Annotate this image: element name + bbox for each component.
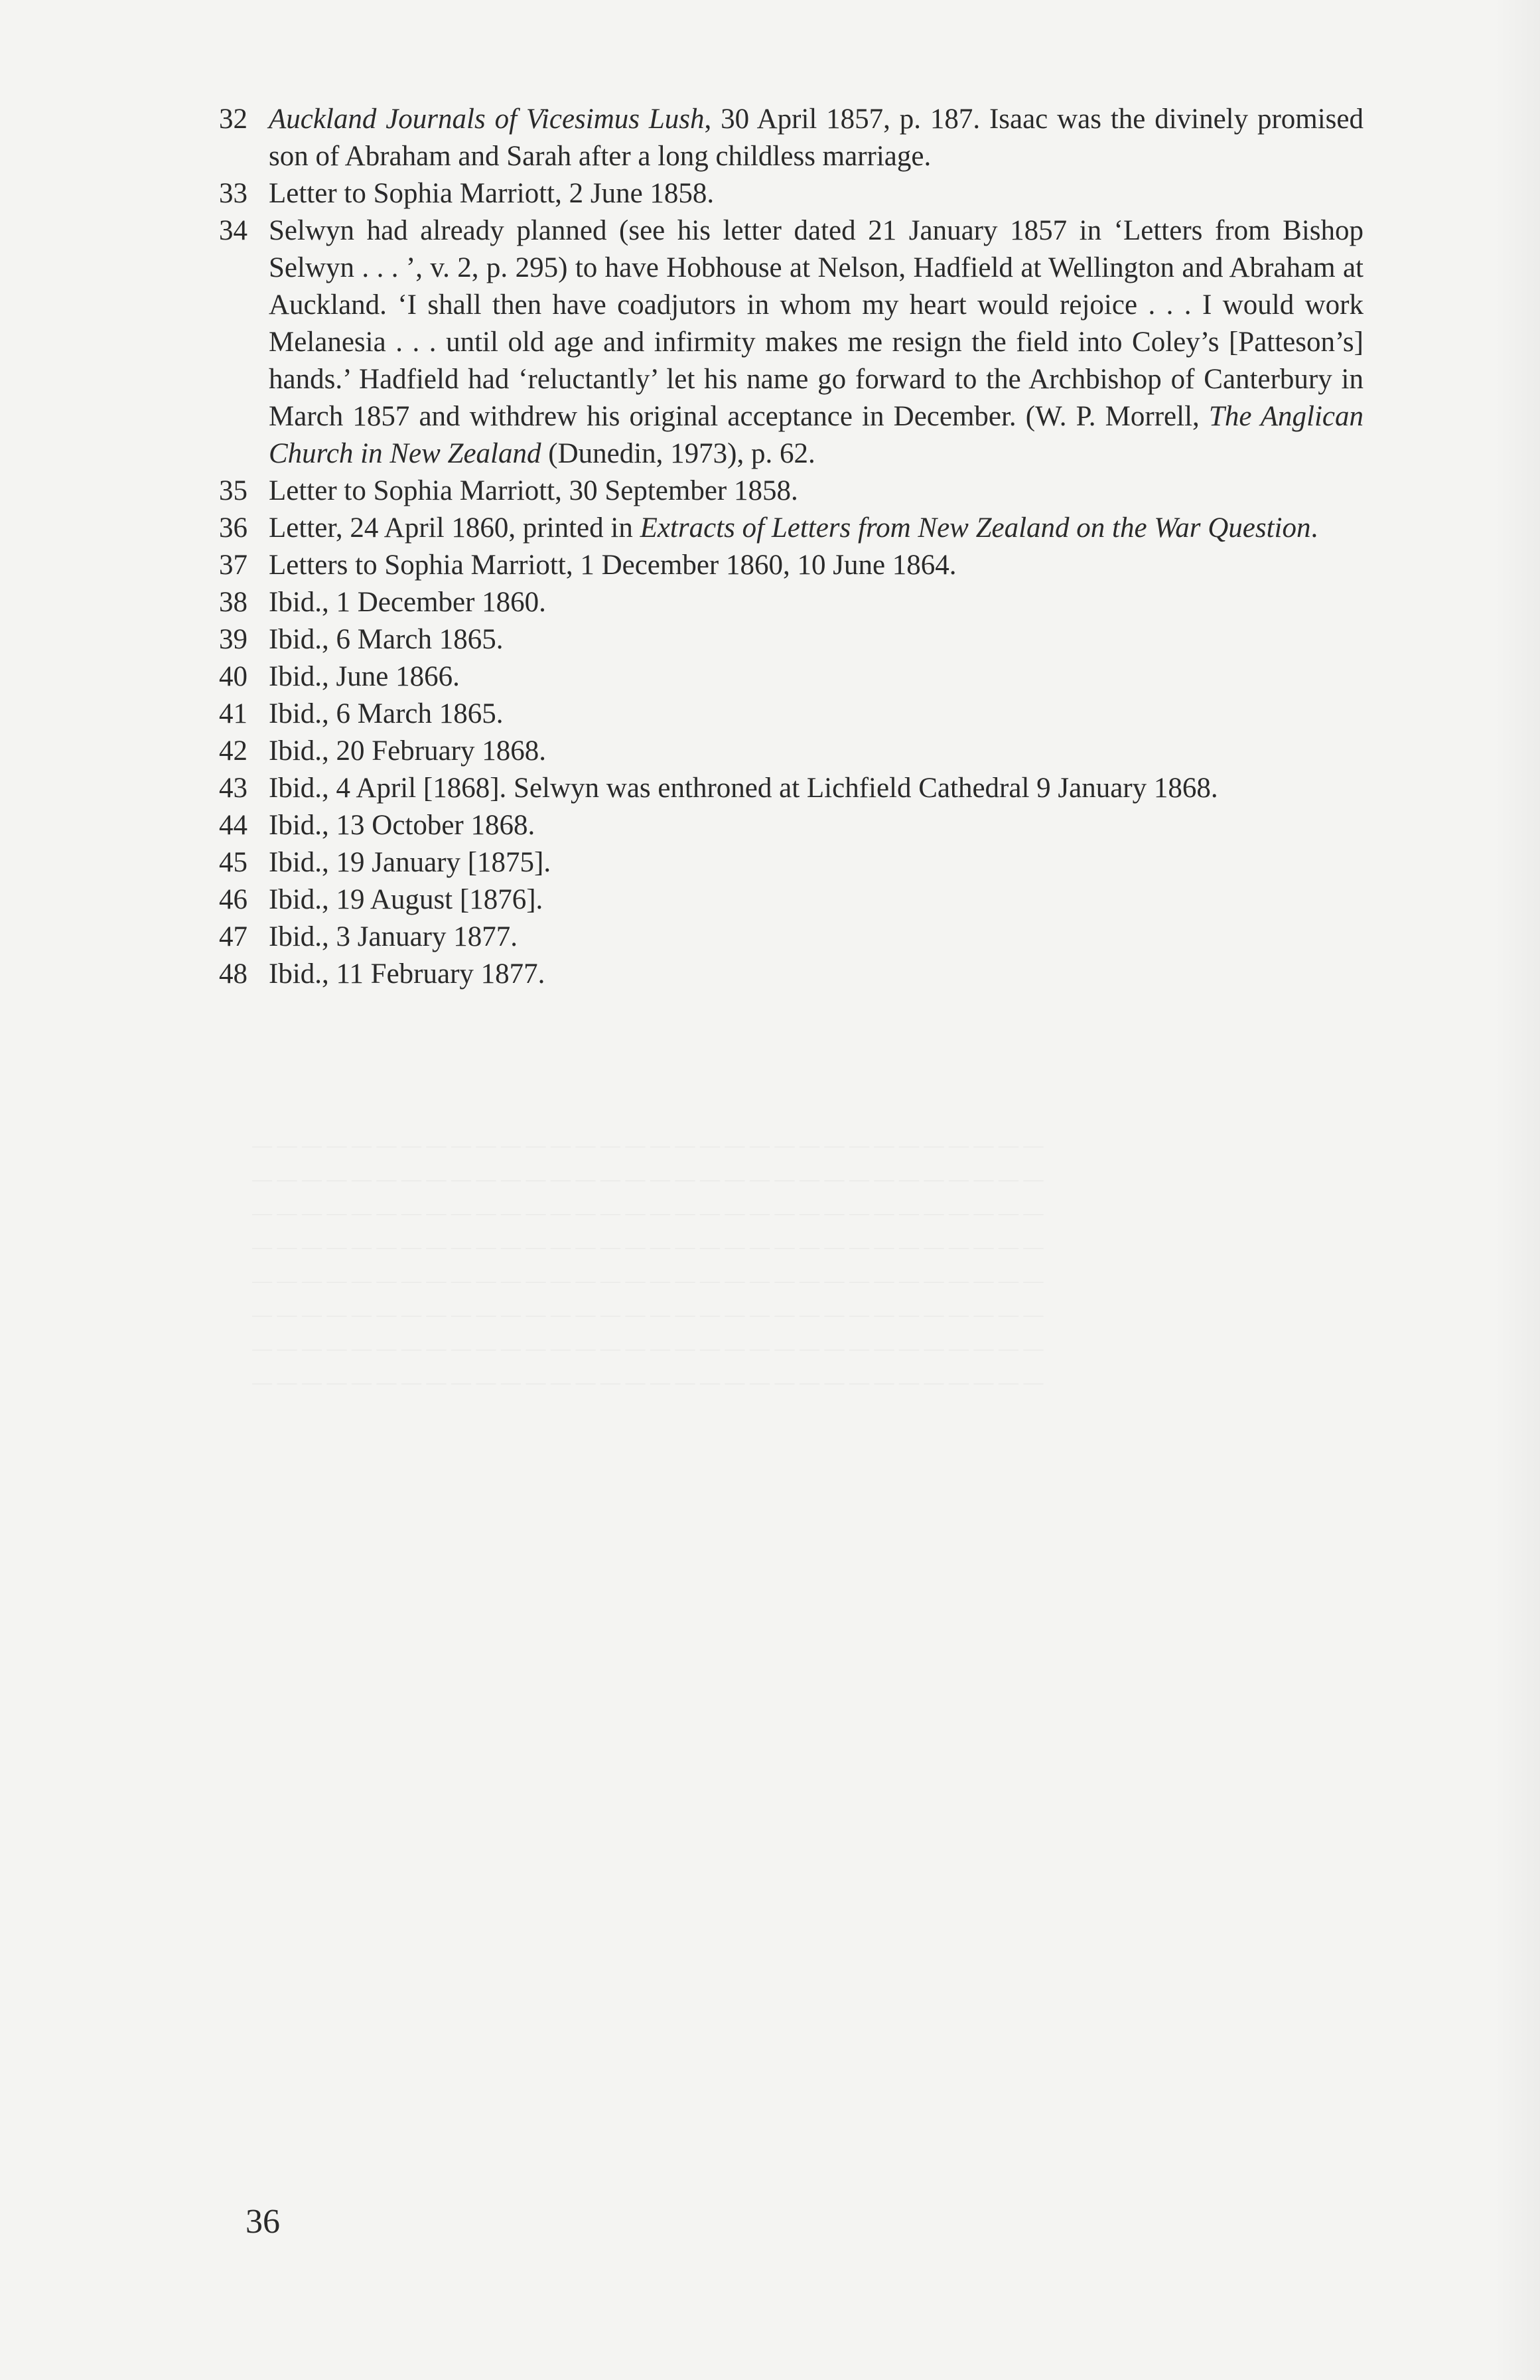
italic-title: Extracts of Letters from New Zealand on the War Question xyxy=(640,512,1311,544)
note-text-segment: Ibid., June 1866. xyxy=(269,661,460,692)
endnote-32 xyxy=(219,101,1364,175)
endnote-number: 34 xyxy=(219,215,247,246)
note-text-segment: Ibid., 19 August [1876]. xyxy=(269,884,543,915)
endnote-36 xyxy=(219,510,1364,547)
endnote-34 xyxy=(219,212,1364,473)
endnote-text xyxy=(269,807,1364,844)
endnote-text xyxy=(269,770,1364,807)
endnote-number: 36 xyxy=(219,512,247,544)
endnote-number: 37 xyxy=(219,550,247,581)
note-text-segment: . xyxy=(1310,512,1318,544)
endnote-number: 40 xyxy=(219,661,247,692)
note-text-segment: , 30 April 1857, p. 187. Isaac was the divinely promised son of Abraham and Sarah after a long childless marriage. xyxy=(269,104,1364,172)
endnote-text xyxy=(269,956,1364,993)
note-text-segment: Ibid., 3 January 1877. xyxy=(269,921,518,952)
endnote-text xyxy=(269,547,1364,584)
page-number: 36 xyxy=(245,2203,280,2241)
endnote-text xyxy=(269,733,1364,770)
note-text-segment: Letter, 24 April 1860, printed in xyxy=(269,512,640,544)
endnote-number: 38 xyxy=(219,587,247,618)
endnote-number: 46 xyxy=(219,884,247,915)
endnote-42 xyxy=(219,733,1364,770)
endnote-40 xyxy=(219,658,1364,696)
note-text-segment: Ibid., 4 April [1868]. Selwyn was enthroned at Lichfield Cathedral 9 January 1868. xyxy=(269,773,1218,804)
note-text-segment: Ibid., 19 January [1875]. xyxy=(269,847,551,878)
endnote-41 xyxy=(219,696,1364,733)
endnote-45 xyxy=(219,844,1364,881)
endnote-text xyxy=(269,510,1364,547)
page-edge-shadow xyxy=(1494,0,1540,2380)
note-text-segment: Ibid., 20 February 1868. xyxy=(269,735,546,767)
endnote-number: 47 xyxy=(219,921,247,952)
endnote-number: 33 xyxy=(219,178,247,209)
endnote-text xyxy=(269,881,1364,919)
endnote-38 xyxy=(219,584,1364,621)
endnote-number: 43 xyxy=(219,773,247,804)
italic-title: The Anglican Church in New Zealand xyxy=(269,401,1364,469)
note-text-segment: Ibid., 6 March 1865. xyxy=(269,624,504,655)
endnote-text xyxy=(269,101,1364,175)
endnote-46 xyxy=(219,881,1364,919)
endnote-number: 32 xyxy=(219,104,247,135)
note-text-segment: Ibid., 11 February 1877. xyxy=(269,958,545,990)
note-text-segment: Selwyn had already planned (see his letter dated 21 January 1857 in ‘Letters from Bishop Selwyn . . . ’, v. 2, p. 295) to have Hobhouse at Nelson, Hadfield at Wellington and Abraham at Auckland. ‘I shall then have coadjutors in whom my heart would rejoice . . . I would work Melanesia . . . until old age and infirmity makes me resign the field into Coley’s [Patteson’s] hands.’ Hadfield had ‘reluctantly’ let his name go forward to the Archbishop of Canterbury in March 1857 and withdrew his original acceptance in December. (W. P. Morrell, xyxy=(269,215,1364,432)
endnote-43 xyxy=(219,770,1364,807)
endnote-48 xyxy=(219,956,1364,993)
endnote-number: 39 xyxy=(219,624,247,655)
note-text-segment: Ibid., 1 December 1860. xyxy=(269,587,546,618)
endnote-text xyxy=(269,212,1364,473)
endnotes-list xyxy=(219,101,1364,993)
endnote-number: 41 xyxy=(219,698,247,729)
endnote-text xyxy=(269,919,1364,956)
endnote-text xyxy=(269,658,1364,696)
note-text-segment: (Dunedin, 1973), p. 62. xyxy=(541,438,815,469)
endnote-text xyxy=(269,621,1364,658)
endnote-text xyxy=(269,844,1364,881)
note-text-segment: Ibid., 6 March 1865. xyxy=(269,698,504,729)
endnote-text xyxy=(269,696,1364,733)
endnote-47 xyxy=(219,919,1364,956)
endnote-35 xyxy=(219,473,1364,510)
note-text-segment: Letter to Sophia Marriott, 30 September 1858. xyxy=(269,475,798,506)
endnote-text xyxy=(269,473,1364,510)
endnote-text xyxy=(269,175,1364,212)
endnote-number: 42 xyxy=(219,735,247,767)
endnote-39 xyxy=(219,621,1364,658)
endnote-number: 48 xyxy=(219,958,247,990)
endnote-37 xyxy=(219,547,1364,584)
note-text-segment: Letters to Sophia Marriott, 1 December 1860, 10 June 1864. xyxy=(269,550,957,581)
note-text-segment: Ibid., 13 October 1868. xyxy=(269,810,535,841)
show-through-text xyxy=(252,1128,1393,1399)
endnote-44 xyxy=(219,807,1364,844)
endnote-number: 45 xyxy=(219,847,247,878)
endnote-33 xyxy=(219,175,1364,212)
note-text-segment: Letter to Sophia Marriott, 2 June 1858. xyxy=(269,178,715,209)
endnote-text xyxy=(269,584,1364,621)
endnote-number: 35 xyxy=(219,475,247,506)
endnote-number: 44 xyxy=(219,810,247,841)
italic-title: Auckland Journals of Vicesimus Lush xyxy=(269,104,705,135)
